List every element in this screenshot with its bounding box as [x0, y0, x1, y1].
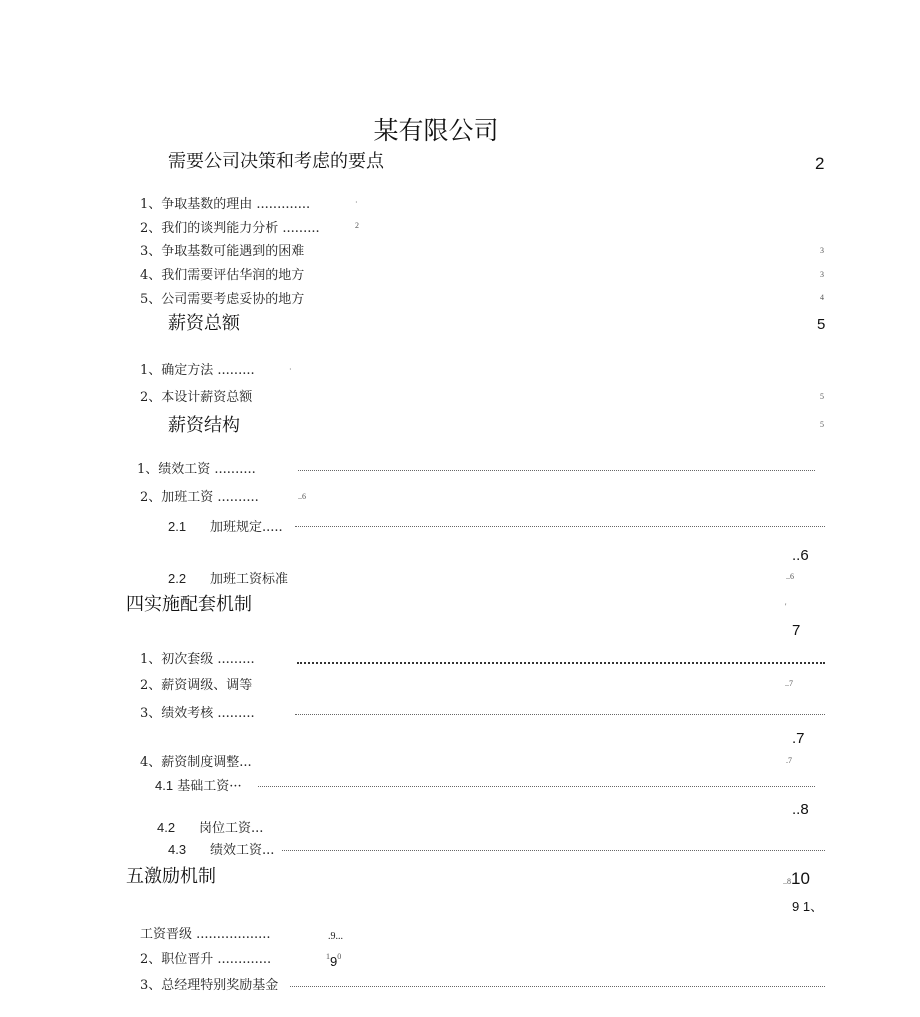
- toc-entry[interactable]: 4、我们需要评估华润的地方: [140, 268, 305, 283]
- toc-entry[interactable]: [157, 821, 263, 835]
- page-fragment: ..8: [783, 877, 791, 886]
- toc-entry[interactable]: [168, 572, 288, 586]
- toc-entry[interactable]: 2、加班工资 ..........: [140, 490, 259, 505]
- toc-entry[interactable]: 1、初次套级 .........: [140, 652, 255, 667]
- page-fragment: 1: [326, 952, 330, 961]
- toc-entry[interactable]: 3、绩效考核 .........: [140, 706, 255, 721]
- toc-entry[interactable]: 5、公司需要考虑妥协的地方: [140, 292, 305, 307]
- toc-page-number: 2: [815, 154, 825, 173]
- toc-page-number: [326, 953, 341, 969]
- toc-entry[interactable]: 1、确定方法 .........: [140, 363, 255, 378]
- entry-number: 4.3: [168, 842, 187, 857]
- page-fragment: 9: [330, 954, 338, 969]
- toc-page-number: ..7: [785, 679, 793, 688]
- toc-page-number: .7: [792, 730, 805, 747]
- toc-entry[interactable]: 3、总经理特别奖励基金: [140, 978, 279, 993]
- toc-entry[interactable]: 3、争取基数可能遇到的困难: [140, 244, 305, 259]
- page-fragment: 10: [791, 869, 810, 888]
- dot-leader: [295, 714, 825, 715]
- toc-page-number: 3: [820, 246, 824, 255]
- dot-leader: [295, 526, 825, 527]
- toc-heading[interactable]: 需要公司决策和考虑的要点: [168, 151, 384, 172]
- entry-label: 加班工资标准: [210, 572, 289, 587]
- toc-entry[interactable]: 1、争取基数的理由 .............: [140, 197, 311, 212]
- toc-entry[interactable]: 工资晋级 ..................: [140, 927, 271, 942]
- dot-leader: [290, 986, 825, 987]
- toc-page-number: ·: [355, 198, 358, 207]
- entry-number: 2.1: [168, 519, 187, 534]
- toc-page-number: 2: [355, 221, 359, 230]
- toc-page-number: ..8: [792, 801, 809, 818]
- toc-page-number: 5: [817, 316, 826, 333]
- toc-page-number: 4: [820, 293, 824, 302]
- entry-label: 加班规定.....: [210, 520, 283, 535]
- toc-heading[interactable]: 四实施配套机制: [126, 594, 252, 615]
- document-title: 某有限公司: [373, 116, 499, 145]
- toc-page-number: ..6: [792, 547, 809, 564]
- dot-leader: [258, 786, 815, 787]
- toc-entry[interactable]: 2、我们的谈判能力分析 .........: [140, 221, 320, 236]
- toc-page-number: [783, 870, 810, 887]
- entry-label: 岗位工资...: [199, 821, 264, 836]
- toc-entry[interactable]: [155, 779, 242, 793]
- dot-leader: [297, 662, 825, 664]
- toc-page-number: ·: [289, 365, 292, 374]
- toc-page-number: .7: [786, 756, 792, 765]
- toc-page-number: 5: [820, 420, 824, 429]
- toc-page-number: 3: [820, 270, 824, 279]
- entry-label: 基础工资···: [177, 779, 242, 794]
- toc-continuation: 9 1、: [792, 899, 824, 914]
- toc-page-number: 5: [820, 392, 824, 401]
- toc-entry[interactable]: 4、薪资制度调整...: [140, 755, 252, 770]
- toc-page-number: ..6: [786, 572, 794, 581]
- dot-leader: [298, 470, 815, 471]
- entry-number: 2.2: [168, 571, 187, 586]
- toc-heading[interactable]: 薪资结构: [168, 415, 240, 436]
- entry-number: 4.1: [155, 778, 174, 793]
- toc-entry[interactable]: 1、绩效工资 ..........: [137, 462, 256, 477]
- toc-heading[interactable]: 五激励机制: [126, 866, 216, 887]
- toc-entry[interactable]: [168, 520, 283, 534]
- toc-page-number: .9...: [328, 931, 343, 942]
- dot-leader: [282, 850, 825, 851]
- toc-entry[interactable]: 2、薪资调级、调等: [140, 678, 253, 693]
- toc-entry[interactable]: [168, 843, 274, 857]
- toc-page-number: ..6: [298, 492, 306, 501]
- entry-label: 绩效工资...: [210, 843, 275, 858]
- toc-entry[interactable]: 2、职位晋升 .............: [140, 952, 272, 967]
- page-fragment: 0: [337, 952, 342, 961]
- toc-heading[interactable]: 薪资总额: [168, 313, 240, 334]
- entry-number: 4.2: [157, 820, 176, 835]
- toc-page-number: 7: [792, 622, 801, 639]
- toc-mark: ': [785, 602, 787, 611]
- toc-entry[interactable]: 2、本设计薪资总额: [140, 390, 253, 405]
